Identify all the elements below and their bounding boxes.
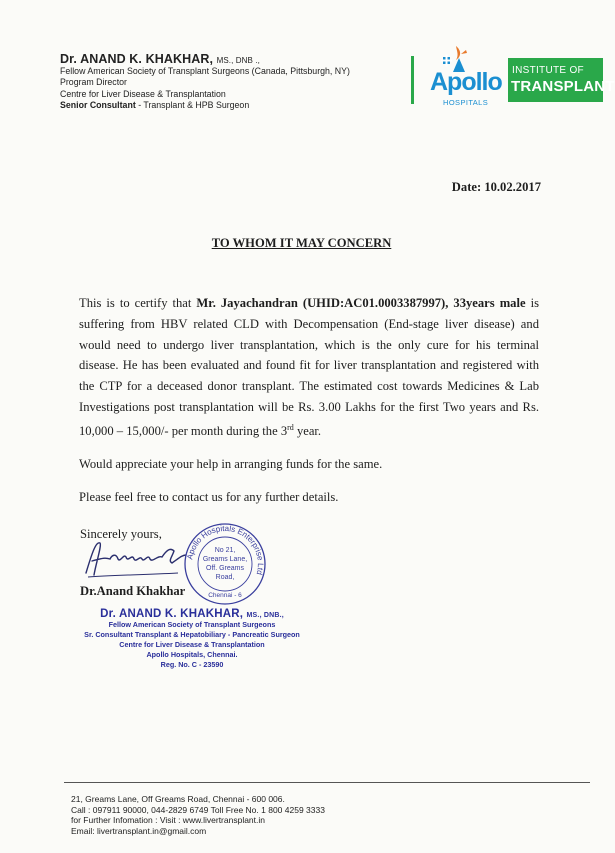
institute-line-2: TRANSPLANT — [511, 78, 615, 95]
fellowship-line: Fellow American Society of Transplant Surgeons (Canada, Pittsburgh, NY) — [60, 66, 350, 76]
stamp-quals: MS., DNB., — [246, 612, 284, 619]
institute-badge — [508, 58, 615, 102]
svg-text:Greams Lane,: Greams Lane, — [202, 556, 248, 563]
patient-details: Mr. Jayachandran (UHID:AC01.0003387997), 33years male — [196, 296, 526, 310]
position-specialty: - Transplant & HPB Surgeon — [135, 100, 250, 111]
stamp-name-text: Dr. ANAND K. KHAKHAR, — [100, 608, 244, 620]
para-body: is suffering from HBV related CLD with Decompensation (End-stage liver disease) and would need to undergo liver transplantation, which is the only cure for his terminal disease. He has been evaluated and found fit for liver transplantation and registered with the CTP for a deceased donor transplant. The estimated cost towards Medicines & Lab Investigations post transplantation will be Rs. 3.00 Lakhs for the first Two years and Rs. 10,000 – 15,000/- per month during the 3 — [79, 296, 539, 438]
institute-line-1: INSTITUTE OF — [512, 65, 584, 76]
footer-email: Email: livertransplant.in@gmail.com — [71, 825, 207, 836]
role-line: Program Director — [60, 77, 127, 88]
footer-website: for Further Infomation : Visit : www.livertransplant.in — [71, 815, 266, 826]
footer — [71, 794, 325, 836]
certification-paragraph — [79, 293, 539, 442]
para-end: year. — [293, 423, 322, 438]
footer-phone: Call : 097911 90000, 044-2829 6749 Toll Free No. 1 800 4259 3333 — [71, 804, 325, 815]
signer-name: Dr.Anand Khakhar — [80, 584, 186, 598]
stamp-line-fellowship: Fellow American Society of Transplant Surgeons — [108, 620, 276, 629]
apollo-logo — [418, 44, 508, 109]
stamp-line-centre: Centre for Liver Disease & Transplantation — [119, 640, 265, 649]
letterhead — [60, 52, 350, 112]
doctor-qualifications: MS., DNB ., — [216, 56, 260, 65]
svg-text:Road,: Road, — [215, 574, 235, 581]
hospital-seal — [183, 522, 267, 606]
stamp-line-reg: Reg. No. C - 23590 — [160, 660, 224, 669]
doctor-rubber-stamp — [72, 608, 312, 670]
position-title: Senior Consultant — [60, 100, 136, 111]
doctor-name-text: Dr. ANAND K. KHAKHAR, — [60, 52, 214, 66]
stamp-line-hospital: Apollo Hospitals, Chennai. — [146, 650, 238, 659]
ordinal-suffix: rd — [287, 422, 294, 432]
para-intro: This is to certify that — [79, 296, 197, 310]
svg-text:Apollo Hospitals Enterprise Lt: Apollo Hospitals Enterprise Ltd — [185, 523, 266, 576]
position-line — [60, 100, 350, 111]
centre-line: Centre for Liver Disease & Transplantation — [60, 88, 226, 99]
svg-text:No 21,: No 21, — [214, 547, 236, 554]
svg-text:Chennai - 6: Chennai - 6 — [208, 592, 242, 599]
logo-divider — [411, 56, 414, 104]
apollo-wordmark: Apollo — [430, 68, 502, 96]
letter-title: TO WHOM IT MAY CONCERN — [211, 236, 392, 250]
footer-divider — [64, 782, 590, 783]
svg-text:Off. Greams: Off. Greams — [206, 565, 244, 572]
funding-request: Would appreciate your help in arranging funds for the same. — [79, 457, 383, 471]
apollo-subtitle: HOSPITALS — [443, 98, 489, 107]
doctor-name — [60, 52, 350, 66]
stamp-line-consultant: Sr. Consultant Transplant & Hepatobiliary - Pancreatic Surgeon — [84, 630, 300, 639]
stamp-doctor-name — [72, 608, 312, 620]
closing: Sincerely yours, — [80, 527, 162, 541]
contact-note: Please feel free to contact us for any further details. — [79, 490, 339, 504]
letter-date: Date: 10.02.2017 — [451, 180, 541, 194]
footer-address: 21, Greams Lane, Off Greams Road, Chennai - 600 006. — [71, 794, 285, 804]
